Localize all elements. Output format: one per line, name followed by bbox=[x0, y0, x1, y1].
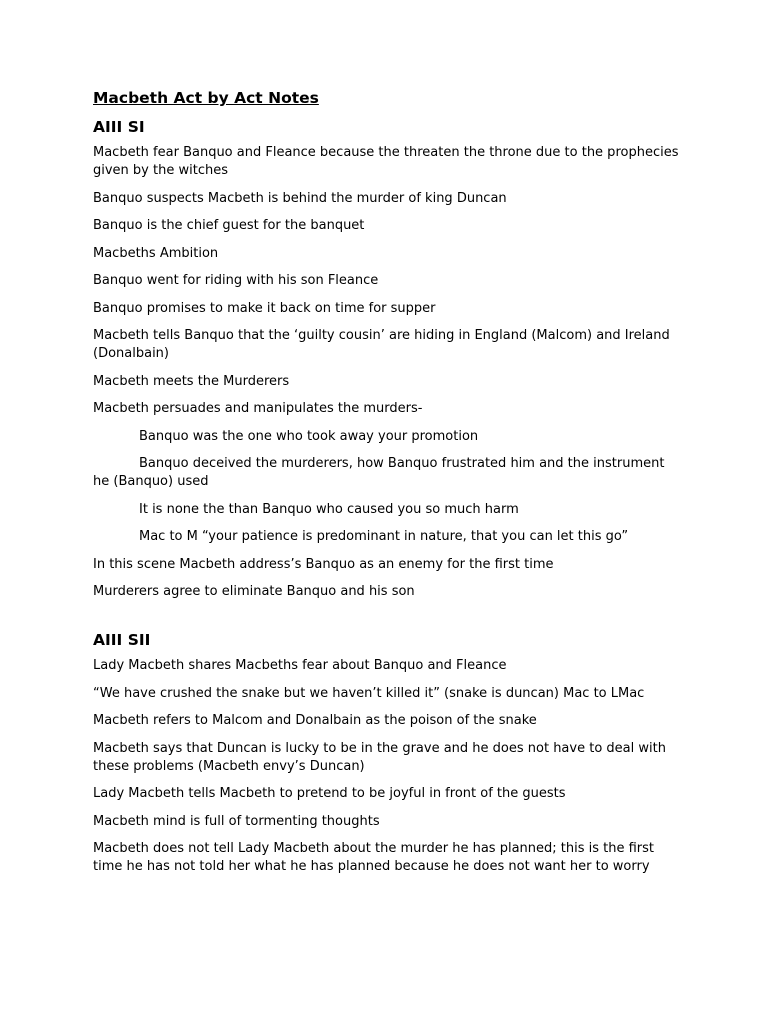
note-paragraph: Macbeth fear Banquo and Fleance because the threaten the throne due to the prophecies given by the witches bbox=[93, 145, 679, 178]
document-page bbox=[93, 88, 683, 886]
note-paragraph: Banquo went for riding with his son Fleance bbox=[93, 273, 379, 288]
note-paragraph: Banquo is the chief guest for the banquet bbox=[93, 218, 365, 233]
note-paragraph: Macbeth tells Banquo that the ‘guilty cousin’ are hiding in England (Malcom) and Ireland (Donalbain) bbox=[93, 328, 670, 361]
section-act3-scene1 bbox=[93, 117, 683, 601]
note-paragraph: “We have crushed the snake but we haven’t killed it” (snake is duncan) Mac to LMac bbox=[93, 685, 645, 701]
indented-note-paragraph: Banquo was the one who took away your promotion bbox=[139, 428, 479, 444]
note-paragraph: Murderers agree to eliminate Banquo and his son bbox=[93, 584, 415, 599]
note-paragraph: Macbeths Ambition bbox=[93, 245, 219, 261]
section-act3-scene2 bbox=[93, 630, 683, 876]
note-paragraph: Lady Macbeth shares Macbeths fear about Banquo and Fleance bbox=[93, 658, 507, 673]
note-paragraph: Macbeth says that Duncan is lucky to be in the grave and he does not have to deal with these problems (Macbeth envy’s Duncan) bbox=[93, 740, 666, 774]
document-title: Macbeth Act by Act Notes bbox=[93, 89, 319, 107]
note-paragraph: Macbeth meets the Murderers bbox=[93, 373, 290, 389]
note-paragraph: Banquo suspects Macbeth is behind the murder of king Duncan bbox=[93, 190, 507, 206]
indented-note-paragraph: Mac to M “your patience is predominant in nature, that you can let this go” bbox=[139, 529, 629, 544]
section-heading: AIII SI bbox=[93, 118, 145, 136]
note-paragraph: Macbeth refers to Malcom and Donalbain as the poison of the snake bbox=[93, 713, 537, 728]
note-paragraph: In this scene Macbeth address’s Banquo as an enemy for the first time bbox=[93, 556, 554, 572]
indented-note-paragraph: It is none the than Banquo who caused you so much harm bbox=[139, 501, 519, 517]
note-paragraph: Banquo promises to make it back on time for supper bbox=[93, 300, 436, 316]
section-heading: AIII SII bbox=[93, 631, 151, 649]
note-paragraph: Lady Macbeth tells Macbeth to pretend to be joyful in front of the guests bbox=[93, 786, 566, 801]
note-paragraph: Macbeth persuades and manipulates the murders- bbox=[93, 401, 423, 416]
note-paragraph: Macbeth mind is full of tormenting thoughts bbox=[93, 813, 380, 829]
indented-note-paragraph: Banquo deceived the murderers, how Banquo frustrated him and the instrument he (Banquo) used bbox=[93, 456, 665, 489]
note-paragraph: Macbeth does not tell Lady Macbeth about the murder he has planned; this is the first time he has not told her what he has planned because he does not want her to worry bbox=[93, 841, 655, 874]
